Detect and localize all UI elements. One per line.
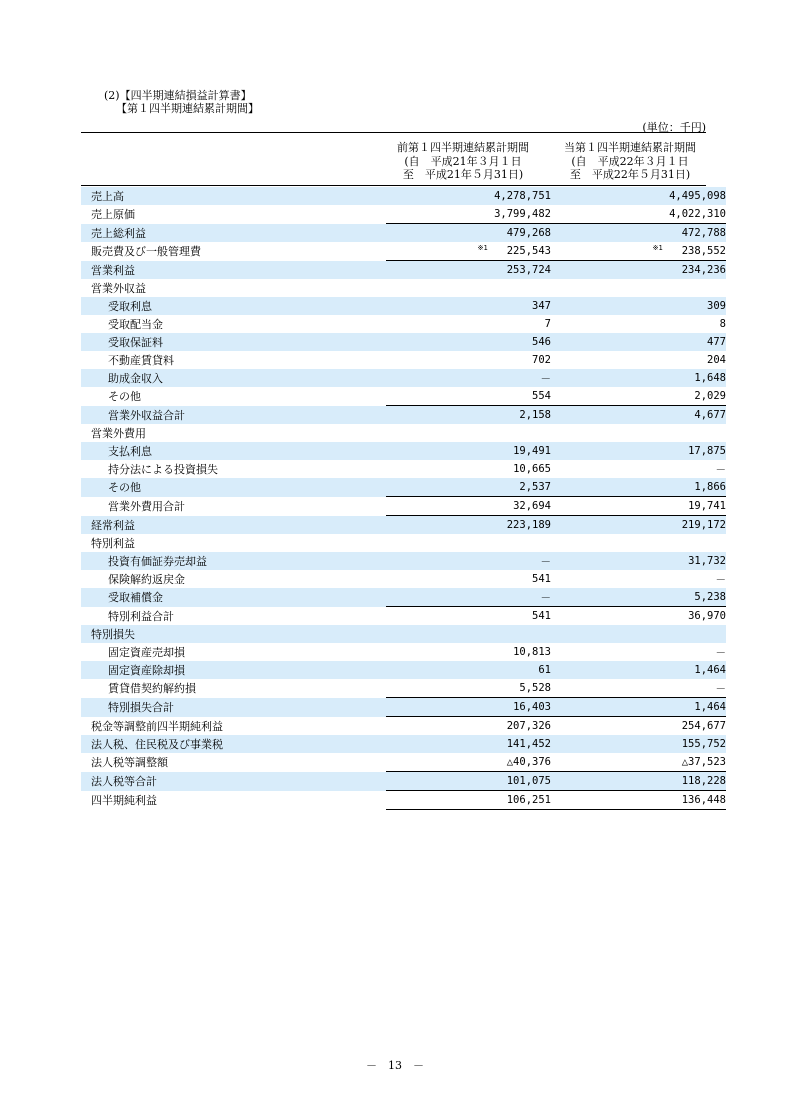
- value-previous: [386, 661, 561, 679]
- statement-row: [81, 717, 726, 736]
- row-label: 助成金収入: [81, 369, 386, 387]
- row-label: 営業外収益合計: [81, 406, 386, 425]
- statement-row: [81, 205, 726, 224]
- value-text: －: [715, 463, 726, 476]
- statement-row: [81, 516, 726, 535]
- value-text: －: [715, 573, 726, 586]
- value-text: △40,376: [506, 756, 551, 768]
- value-previous: [386, 643, 561, 661]
- value-current: [561, 333, 726, 351]
- value-text: 4,278,751: [494, 190, 551, 202]
- value-text: 7: [544, 318, 551, 330]
- value-previous: [386, 442, 561, 460]
- row-label: 営業外費用: [91, 427, 146, 440]
- row-label: 固定資産除却損: [81, 661, 386, 679]
- value-text: 17,875: [688, 445, 726, 457]
- value-text: 16,403: [513, 701, 551, 713]
- value-text: 541: [532, 573, 551, 585]
- value-text: 2,537: [519, 481, 551, 493]
- statement-row: [81, 406, 726, 425]
- statement-row: [81, 791, 726, 810]
- row-label: 不動産賃貸料: [108, 354, 174, 367]
- value-current: [561, 643, 726, 661]
- statement-row: [81, 607, 726, 626]
- table-top-rule: [81, 132, 706, 133]
- value-current: [561, 478, 726, 497]
- value-text: 204: [707, 354, 726, 366]
- value-text: －: [715, 646, 726, 659]
- value-current: [561, 588, 726, 607]
- row-label: 受取利息: [81, 297, 386, 315]
- value-current: [561, 661, 726, 679]
- value-text: 4,022,310: [669, 208, 726, 220]
- value-current: [561, 497, 726, 516]
- value-current: [561, 607, 726, 626]
- value-current: [561, 753, 726, 772]
- statement-row: [81, 588, 726, 607]
- value-current: [561, 698, 726, 717]
- row-label: 受取保証料: [81, 333, 386, 351]
- income-statement-body: [81, 187, 726, 810]
- value-current: [561, 625, 726, 643]
- value-text: 254,677: [681, 720, 726, 732]
- statement-row: [81, 333, 726, 351]
- value-text: 61: [538, 664, 551, 676]
- statement-row: [81, 772, 726, 791]
- value-text: 223,189: [506, 519, 551, 531]
- value-text: 2,158: [519, 409, 551, 421]
- value-text: 8: [719, 318, 726, 330]
- value-previous: [386, 261, 561, 280]
- statement-row: [81, 424, 726, 442]
- value-current: [561, 369, 726, 387]
- value-text: △37,523: [681, 756, 726, 768]
- value-text: 106,251: [506, 794, 551, 806]
- value-previous: [386, 333, 561, 351]
- row-label: 営業外収益: [91, 282, 146, 295]
- value-text: －: [540, 372, 551, 385]
- value-text: 136,448: [681, 794, 726, 806]
- value-text: 4,677: [694, 409, 726, 421]
- value-previous: [386, 698, 561, 717]
- statement-row: [81, 351, 726, 369]
- value-previous: [386, 679, 561, 698]
- value-previous: [386, 497, 561, 516]
- statement-row: [81, 187, 726, 205]
- value-current: [561, 735, 726, 753]
- value-current: [561, 261, 726, 280]
- value-text: 1,648: [694, 372, 726, 384]
- value-previous: [386, 387, 561, 406]
- statement-row: [81, 442, 726, 460]
- row-label: 営業利益: [81, 261, 386, 280]
- value-text: 141,452: [506, 738, 551, 750]
- value-current: [561, 534, 726, 552]
- value-current: [561, 279, 726, 297]
- value-previous: [386, 224, 561, 243]
- row-label: 固定資産売却損: [108, 646, 185, 659]
- row-label: 法人税、住民税及び事業税: [81, 735, 386, 753]
- value-text: 36,970: [688, 610, 726, 622]
- value-current: [561, 424, 726, 442]
- row-label: 売上原価: [91, 208, 135, 222]
- value-text: 10,813: [513, 646, 551, 658]
- statement-row: [81, 735, 726, 753]
- value-current: [561, 187, 726, 205]
- value-text: 541: [532, 610, 551, 622]
- value-previous: [386, 242, 561, 261]
- value-previous: [386, 625, 561, 643]
- column-header-previous: [378, 141, 548, 182]
- statement-row: [81, 242, 726, 261]
- statement-row: [81, 297, 726, 315]
- statement-row: [81, 224, 726, 243]
- value-text: 234,236: [681, 264, 726, 276]
- section-heading: (2)【四半期連結損益計算書】: [104, 89, 252, 102]
- statement-row: [81, 261, 726, 280]
- value-previous: [386, 406, 561, 425]
- row-label: 法人税等調整額: [91, 756, 168, 770]
- row-label: 特別損失合計: [81, 698, 386, 717]
- row-label: 営業外費用合計: [108, 500, 185, 513]
- value-text: 10,665: [513, 463, 551, 475]
- column-header-line: 前第１四半期連結累計期間: [397, 141, 529, 154]
- column-header-line: (自 平成22年３月１日: [571, 154, 689, 168]
- period-heading: 【第１四半期連結累計期間】: [116, 102, 259, 115]
- note-marker: ※1: [477, 244, 488, 252]
- page-number: － 13 －: [366, 1059, 424, 1072]
- value-text: 225,543: [506, 245, 551, 257]
- value-current: [561, 717, 726, 736]
- statement-row: [81, 570, 726, 588]
- value-previous: [386, 753, 561, 772]
- value-previous: [386, 791, 561, 810]
- value-previous: [386, 735, 561, 753]
- statement-row: [81, 534, 726, 552]
- value-text: 472,788: [681, 227, 726, 239]
- statement-row: [81, 661, 726, 679]
- value-previous: [386, 717, 561, 736]
- value-previous: [386, 607, 561, 626]
- value-previous: [386, 516, 561, 535]
- value-current: [561, 552, 726, 570]
- row-label: 特別損失: [81, 625, 386, 643]
- value-text: 347: [532, 300, 551, 312]
- row-label: 投資有価証券売却益: [81, 552, 386, 570]
- value-current: [561, 315, 726, 333]
- header-rule: [81, 185, 706, 186]
- statement-row: [81, 460, 726, 478]
- row-label: 受取補償金: [81, 588, 386, 607]
- value-text: 2,029: [694, 390, 726, 402]
- income-statement-table: [81, 187, 726, 810]
- row-label: 四半期純利益: [91, 794, 157, 807]
- value-previous: [386, 297, 561, 315]
- statement-row: [81, 625, 726, 643]
- value-text: 554: [532, 390, 551, 402]
- value-text: －: [540, 555, 551, 568]
- value-text: 3,799,482: [494, 208, 551, 220]
- statement-row: [81, 387, 726, 406]
- value-text: 4,495,098: [669, 190, 726, 202]
- row-label: 受取配当金: [108, 318, 163, 331]
- value-previous: [386, 205, 561, 224]
- value-text: －: [715, 682, 726, 695]
- value-text: 101,075: [506, 775, 551, 787]
- note-marker: ※1: [652, 244, 663, 252]
- row-label: その他: [108, 390, 141, 404]
- value-text: －: [540, 591, 551, 604]
- statement-row: [81, 315, 726, 333]
- unit-label: (単位：千円): [642, 121, 706, 134]
- column-header-line: 至 平成21年５月31日): [402, 168, 524, 181]
- column-header-line: 至 平成22年５月31日): [569, 168, 691, 181]
- value-current: [561, 460, 726, 478]
- value-previous: [386, 187, 561, 205]
- value-current: [561, 387, 726, 406]
- column-header-line: 当第１四半期連結累計期間: [564, 141, 696, 154]
- statement-row: [81, 753, 726, 772]
- value-current: [561, 791, 726, 810]
- value-previous: [386, 772, 561, 791]
- statement-row: [81, 497, 726, 516]
- row-label: 特別利益合計: [108, 609, 174, 623]
- row-label: 保険解約返戻金: [108, 573, 185, 586]
- value-previous: [386, 588, 561, 607]
- row-label: 売上高: [81, 187, 386, 205]
- value-text: 1,866: [694, 481, 726, 493]
- value-text: 1,464: [694, 701, 726, 713]
- value-text: 309: [707, 300, 726, 312]
- row-label: 支払利息: [81, 442, 386, 460]
- row-label: 特別利益: [91, 537, 135, 550]
- value-text: 238,552: [681, 245, 726, 257]
- value-text: 155,752: [681, 738, 726, 750]
- row-label: 経常利益: [81, 516, 386, 535]
- value-current: [561, 297, 726, 315]
- value-text: 5,528: [519, 682, 551, 694]
- value-previous: [386, 552, 561, 570]
- value-current: [561, 442, 726, 460]
- value-previous: [386, 460, 561, 478]
- statement-row: [81, 679, 726, 698]
- value-previous: [386, 424, 561, 442]
- value-previous: [386, 369, 561, 387]
- value-previous: [386, 570, 561, 588]
- statement-row: [81, 552, 726, 570]
- value-current: [561, 516, 726, 535]
- value-text: 32,694: [513, 500, 551, 512]
- value-current: [561, 205, 726, 224]
- value-text: 219,172: [681, 519, 726, 531]
- column-header-line: (自 平成21年３月１日: [404, 154, 522, 168]
- value-current: [561, 351, 726, 369]
- value-text: 253,724: [506, 264, 551, 276]
- value-text: 1,464: [694, 664, 726, 676]
- statement-row: [81, 643, 726, 661]
- value-current: [561, 224, 726, 243]
- statement-row: [81, 698, 726, 717]
- row-label: その他: [81, 478, 386, 497]
- statement-row: [81, 369, 726, 387]
- row-label: 売上総利益: [81, 224, 386, 243]
- value-text: 5,238: [694, 591, 726, 603]
- value-previous: [386, 534, 561, 552]
- value-text: 19,741: [688, 500, 726, 512]
- value-current: [561, 772, 726, 791]
- row-label: 販売費及び一般管理費: [91, 245, 201, 259]
- value-text: 118,228: [681, 775, 726, 787]
- value-current: [561, 679, 726, 698]
- value-text: 702: [532, 354, 551, 366]
- value-previous: [386, 279, 561, 297]
- value-text: 546: [532, 336, 551, 348]
- row-label: 持分法による投資損失: [108, 463, 218, 476]
- value-text: 19,491: [513, 445, 551, 457]
- statement-row: [81, 478, 726, 497]
- row-label: 法人税等合計: [81, 772, 386, 791]
- value-previous: [386, 351, 561, 369]
- value-previous: [386, 478, 561, 497]
- value-current: [561, 406, 726, 425]
- row-label: 税金等調整前四半期純利益: [91, 719, 223, 733]
- value-current: [561, 242, 726, 261]
- value-text: 207,326: [506, 720, 551, 732]
- row-label: 賃貸借契約解約損: [108, 682, 196, 696]
- value-text: 477: [707, 336, 726, 348]
- value-text: 479,268: [506, 227, 551, 239]
- value-previous: [386, 315, 561, 333]
- column-header-current: [545, 141, 715, 182]
- statement-row: [81, 279, 726, 297]
- value-text: 31,732: [688, 555, 726, 567]
- value-current: [561, 570, 726, 588]
